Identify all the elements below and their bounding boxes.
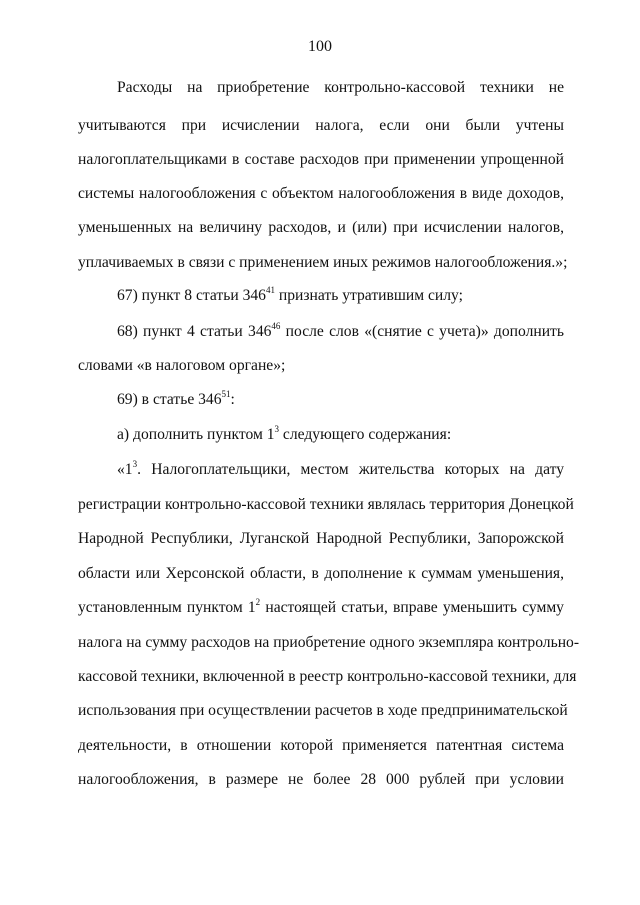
superscript: 46 bbox=[271, 320, 281, 331]
page-number: 100 bbox=[308, 38, 332, 55]
text-line: 69) в статье $346^{51}$: bbox=[117, 388, 235, 408]
text-line: уменьшенных на величину расходов, и (или) при исчислении налогов, bbox=[78, 219, 564, 236]
superscript: 51 bbox=[221, 388, 231, 399]
text-line: 67) пункт 8 статьи $346^{41}$ признать утратившим силу; bbox=[117, 284, 463, 304]
text-line: учитываются при исчислении налога, если они были учтены bbox=[78, 117, 564, 134]
text-line: 68) пункт 4 статьи $346^{46}$ после слов «(снятие с учета)» дополнить bbox=[117, 320, 564, 340]
text-line: уплачиваемых в связи с применением иных режимов налогообложения.»; bbox=[78, 254, 568, 271]
text-line: налога на сумму расходов на приобретение одного экземпляра контрольно- bbox=[78, 634, 580, 651]
text-line: установленным пунктом $1^2$ настоящей статьи, вправе уменьшить сумму bbox=[78, 596, 564, 616]
text-line: кассовой техники, включенной в реестр контрольно-кассовой техники, для bbox=[78, 668, 577, 685]
text-line: налогоплательщиками в составе расходов при применении упрощенной bbox=[78, 151, 564, 168]
text-line: области или Херсонской области, в дополнение к суммам уменьшения, bbox=[78, 565, 564, 582]
superscript: 3 bbox=[132, 458, 138, 469]
text-line: Народной Республики, Луганской Народной Республики, Запорожской bbox=[78, 530, 564, 547]
text-line: системы налогообложения с объектом налогообложения в виде доходов, bbox=[78, 185, 564, 202]
superscript: 2 bbox=[255, 596, 261, 607]
text-line: словами «в налоговом органе»; bbox=[78, 357, 286, 374]
text-line: Расходы на приобретение контрольно-кассовой техники не bbox=[117, 79, 564, 96]
text-line: «$1^3$. Налогоплательщики, местом жительства которых на дату bbox=[117, 458, 564, 478]
superscript: 41 bbox=[265, 284, 275, 295]
text-line: деятельности, в отношении которой применяется патентная система bbox=[78, 737, 564, 754]
text-line: а) дополнить пунктом $1^3$ следующего содержания: bbox=[117, 423, 452, 443]
text-line: налогообложения, в размере не более 28 000 рублей при условии bbox=[78, 771, 564, 788]
text-line: регистрации контрольно-кассовой техники являлась территория Донецкой bbox=[78, 496, 574, 513]
text-line: использования при осуществлении расчетов в ходе предпринимательской bbox=[78, 702, 568, 719]
superscript: 3 bbox=[274, 423, 280, 434]
